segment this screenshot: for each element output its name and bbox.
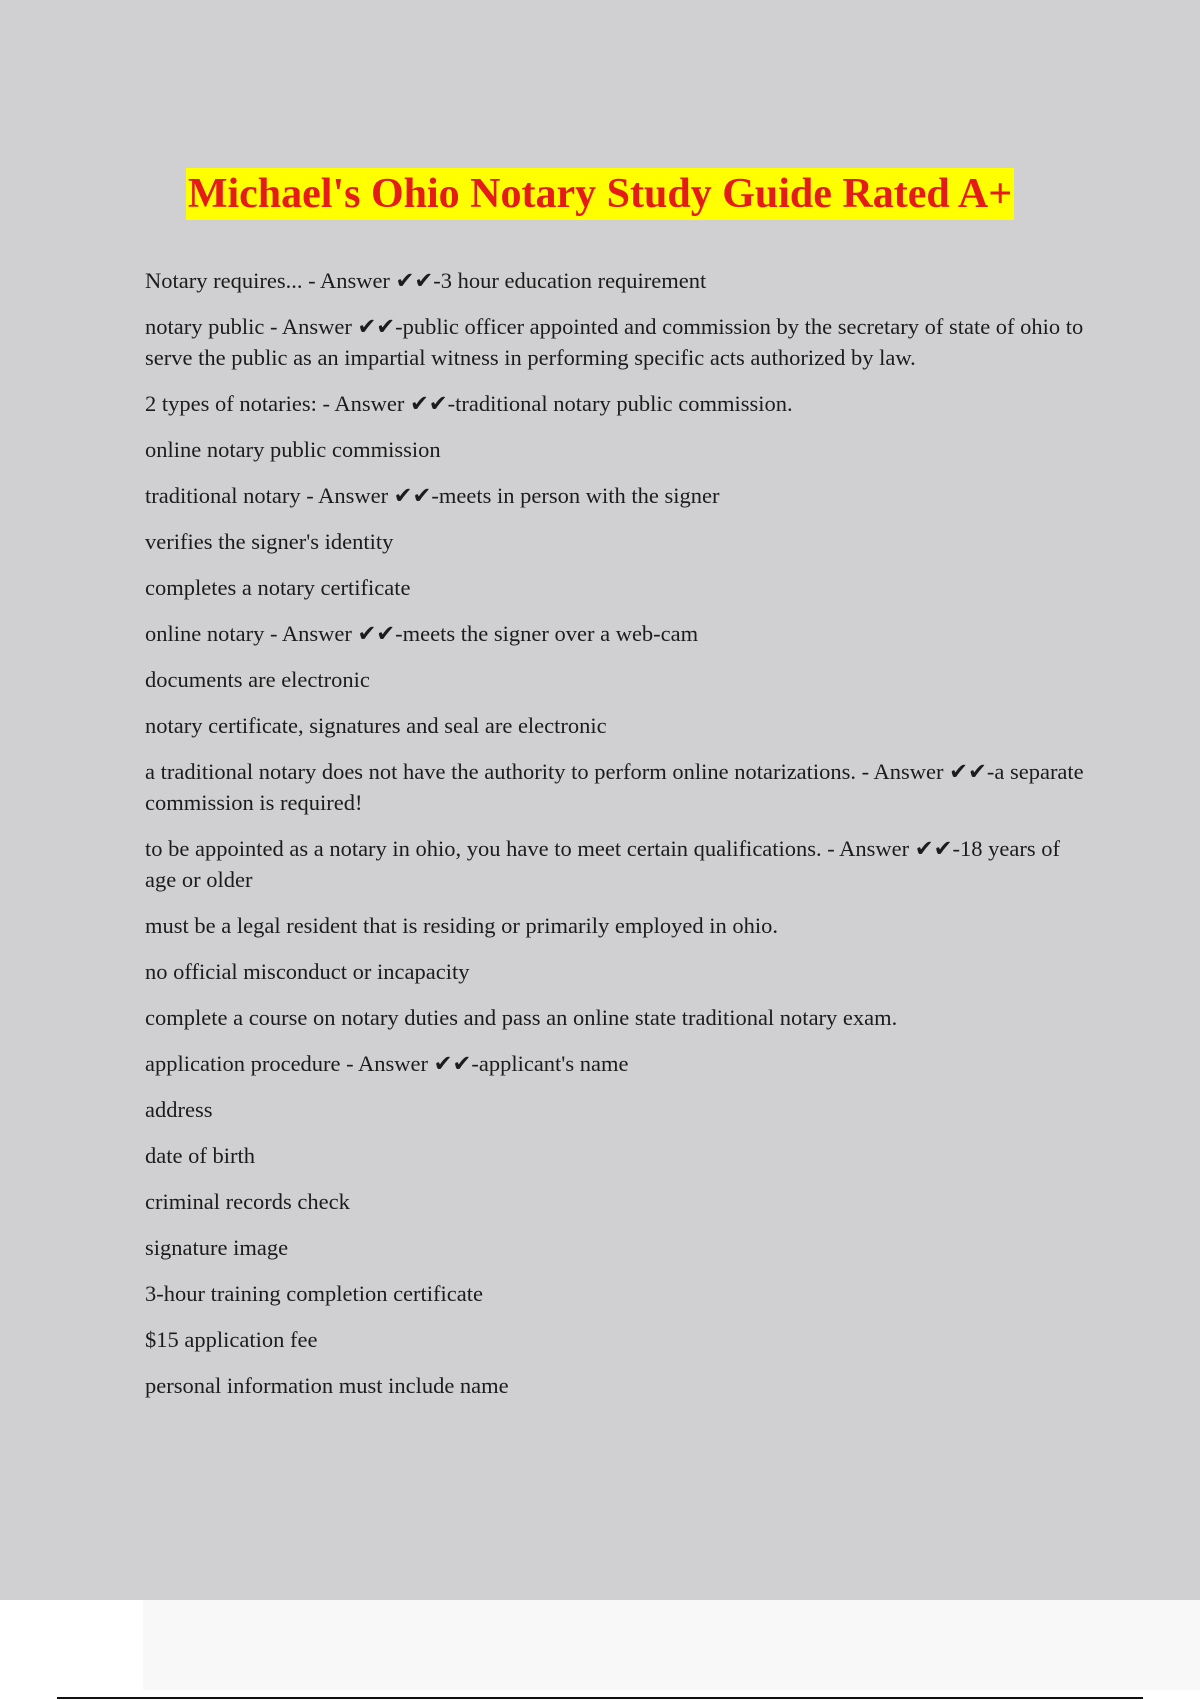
paragraph: verifies the signer's identity — [145, 529, 394, 554]
paragraph: notary certificate, signatures and seal are electronic — [145, 713, 607, 738]
paragraph: Notary requires... - Answer ✔✔-3 hour education requirement — [145, 268, 707, 293]
paragraph: signature image — [145, 1235, 289, 1260]
document-body — [145, 265, 1085, 1416]
footer-band — [143, 1600, 1200, 1690]
paragraph: a traditional notary does not have the authority to perform online notarizations. - Answer ✔✔-a separate commission is required! — [145, 759, 1084, 815]
paragraph: address — [145, 1097, 213, 1122]
paragraph: 2 types of notaries: - Answer ✔✔-traditional notary public commission. — [145, 391, 793, 416]
paragraph: completes a notary certificate — [145, 575, 411, 600]
paragraph: criminal records check — [145, 1189, 350, 1214]
paragraph: to be appointed as a notary in ohio, you have to meet certain qualifications. - Answer ✔✔-18 years of age or older — [145, 836, 1060, 892]
document-title: Michael's Ohio Notary Study Guide Rated A+ — [186, 168, 1014, 220]
paragraph: online notary public commission — [145, 437, 441, 462]
paragraph: traditional notary - Answer ✔✔-meets in person with the signer — [145, 483, 720, 508]
paragraph: date of birth — [145, 1143, 255, 1168]
footer-divider — [57, 1697, 1143, 1699]
paragraph: must be a legal resident that is residing or primarily employed in ohio. — [145, 913, 778, 938]
paragraph: application procedure - Answer ✔✔-applicant's name — [145, 1051, 629, 1076]
title-container — [0, 168, 1200, 220]
paragraph: personal information must include name — [145, 1373, 509, 1398]
paragraph: complete a course on notary duties and pass an online state traditional notary exam. — [145, 1005, 898, 1030]
paragraph: 3-hour training completion certificate — [145, 1281, 483, 1306]
paragraph: $15 application fee — [145, 1327, 318, 1352]
paragraph: no official misconduct or incapacity — [145, 959, 470, 984]
paragraph: online notary - Answer ✔✔-meets the signer over a web-cam — [145, 621, 699, 646]
paragraph: documents are electronic — [145, 667, 370, 692]
paragraph: notary public - Answer ✔✔-public officer appointed and commission by the secretary of state of ohio to serve the public as an impartial witness in performing specific acts authorized by law. — [145, 314, 1084, 370]
